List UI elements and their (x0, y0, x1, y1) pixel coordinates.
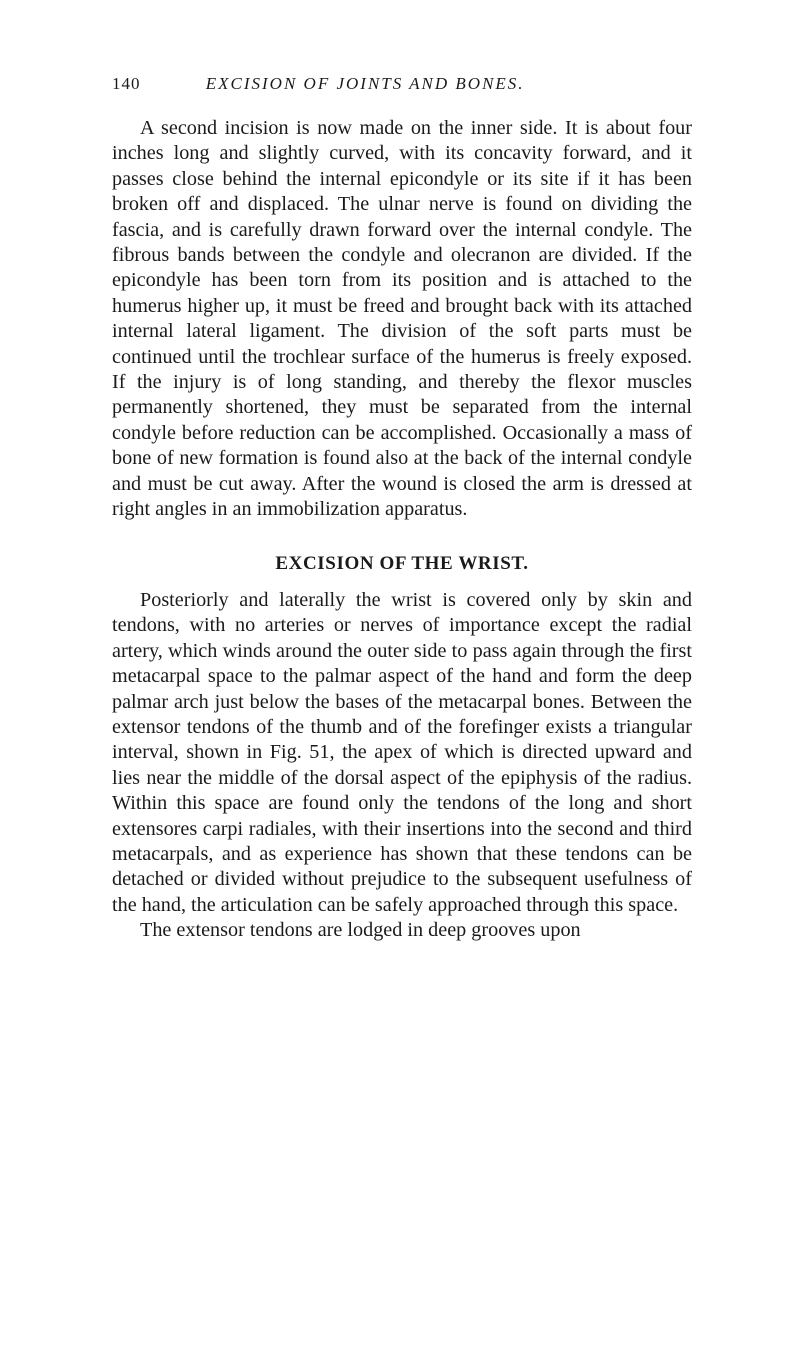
running-title: EXCISION OF JOINTS AND BONES. (205, 74, 525, 93)
section-heading: EXCISION OF THE WRIST. (275, 552, 529, 574)
page-number: 140 (112, 74, 141, 93)
running-head (112, 74, 712, 94)
paragraph-extensor-tendons: The extensor tendons are lodged in deep grooves upon (140, 919, 581, 942)
paragraph-second-incision: A second incision is now made on the inner side. It is about four inches long and slightly curved, with its concavity forward, and it passes close behind the internal epicondyle or its site if it has been broken off and displaced. The ulnar nerve is found on dividing the fascia, and is carefully drawn forward over the internal condyle. The fibrous bands between the condyle and olecranon are divided. If the epicondyle has been torn from its position and is attached to the humerus higher up, it must be freed and brought back with its attached internal lateral ligament. The division of the soft parts must be continued until the trochlear surface of the humerus is freely exposed. If the injury is of long standing, and thereby the flexor muscles permanently shortened, they must be separated from the internal condyle before reduction can be accomplished. Occasionally a mass of bone of new formation is found also at the back of the internal condyle and must be cut away. After the wound is closed the arm is dressed at right angles in an immobilization apparatus. (112, 117, 692, 521)
paragraph-wrist-anatomy: Posteriorly and laterally the wrist is covered only by skin and tendons, with no arteries or nerves of importance except the radial artery, which winds around the outer side to pass again through the first metacarpal space to the palmar aspect of the hand and form the deep palmar arch just below the bases of the metacarpal bones. Between the extensor tendons of the thumb and of the forefinger exists a triangular interval, shown in Fig. 51, the apex of which is directed upward and lies near the middle of the dorsal aspect of the epiphysis of the radius. Within this space are found only the tendons of the long and short extensores carpi radiales, with their insertions into the second and third metacarpals, and as experience has shown that these tendons can be detached or divided without prejudice to the subsequent usefulness of the hand, the articulation can be safely approached through this space. (112, 588, 692, 916)
body-text (112, 116, 692, 944)
